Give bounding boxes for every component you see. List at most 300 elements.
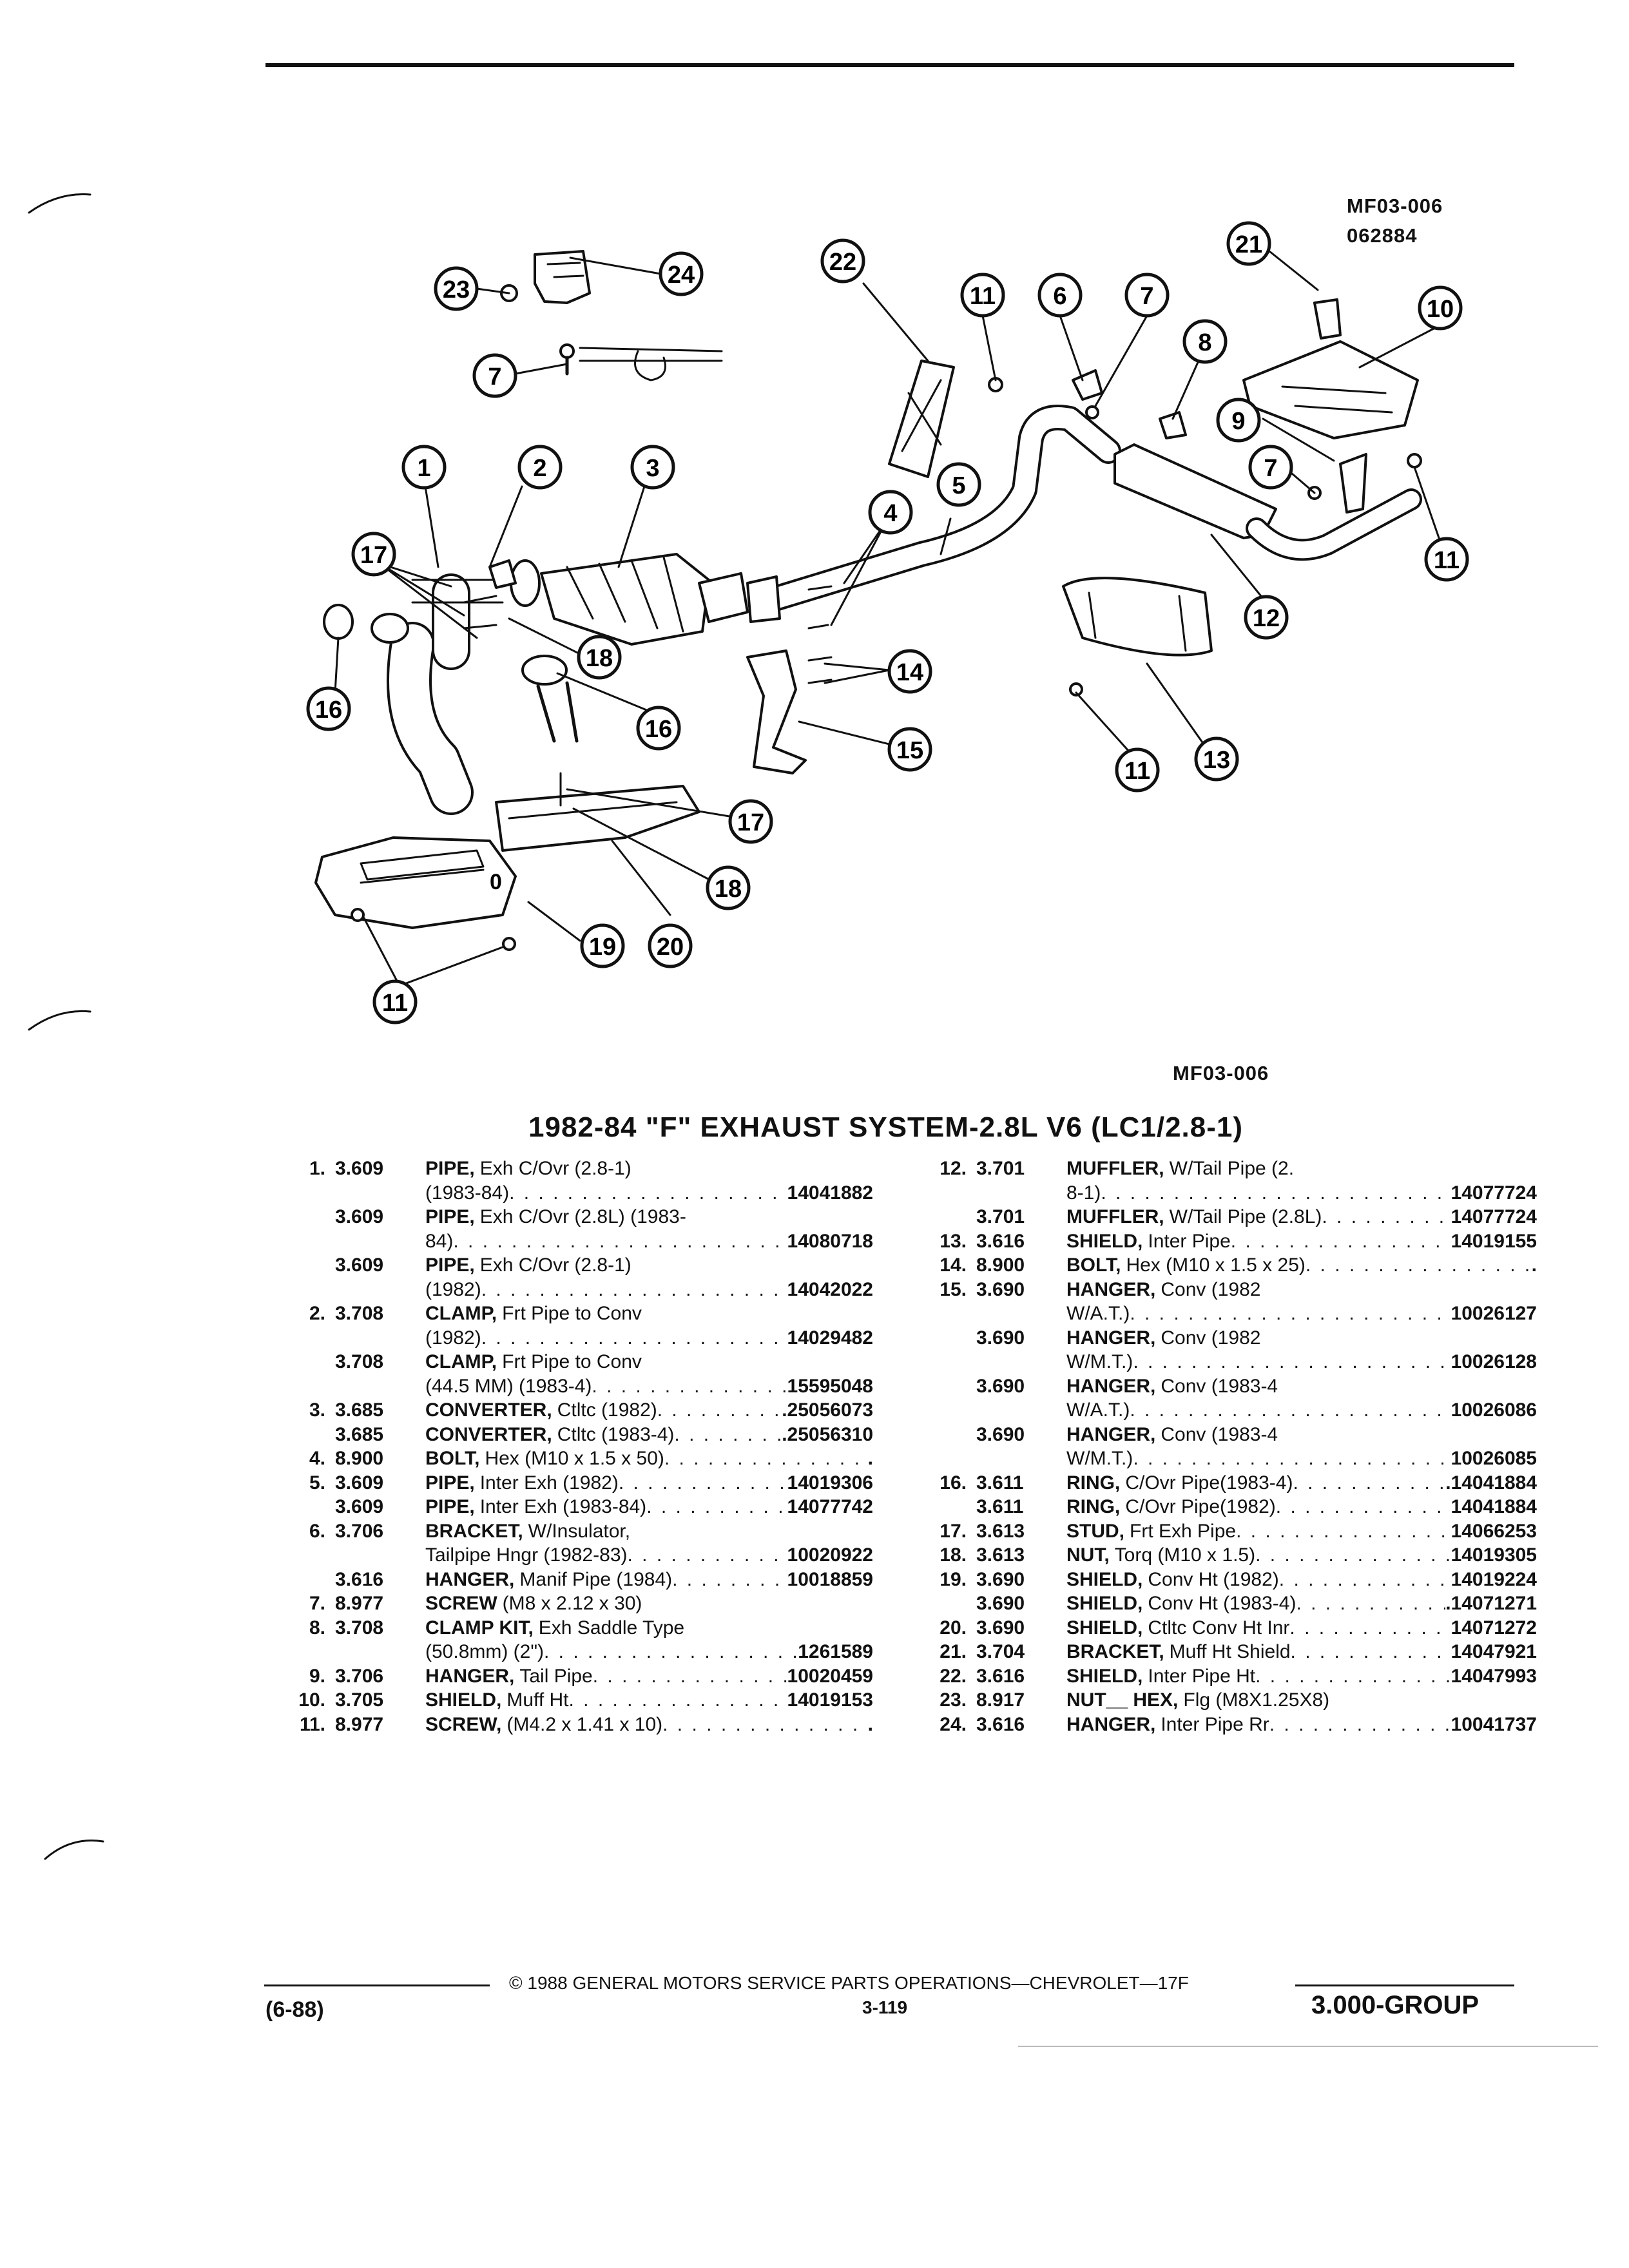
part-name: RING, — [1066, 1496, 1121, 1517]
svg-text:7: 7 — [488, 363, 502, 390]
svg-text:1: 1 — [417, 455, 431, 482]
leader-dots — [1293, 1471, 1445, 1495]
group-number: 3.611 — [976, 1496, 1024, 1517]
parts-list-row — [280, 1664, 873, 1689]
parts-list-row — [280, 1446, 873, 1471]
part-name: CLAMP, — [425, 1303, 497, 1324]
part-name: HANGER, — [1066, 1327, 1156, 1349]
callout-3 — [632, 447, 673, 488]
item-number: 4. — [309, 1448, 325, 1469]
parts-list-row — [921, 1398, 1537, 1423]
part-name: CLAMP KIT, — [425, 1617, 534, 1639]
part-number: 10020459 — [787, 1665, 873, 1687]
svg-text:11: 11 — [1433, 547, 1460, 574]
part-number: 14019155 — [1451, 1230, 1537, 1252]
group-number: 3.685 — [335, 1399, 384, 1421]
parts-list-row — [921, 1568, 1537, 1592]
part-detail: Conv (1983-4 — [1161, 1423, 1278, 1445]
part-name: CONVERTER, — [425, 1423, 552, 1445]
group-number: 3.609 — [335, 1158, 384, 1179]
part-description — [1066, 1326, 1537, 1350]
part-detail: W/M.T.) — [1066, 1448, 1133, 1469]
callout-19 — [582, 925, 623, 966]
pipe-clamp-detail — [561, 345, 722, 380]
parts-list-row — [280, 1616, 873, 1640]
diagram-code-bottom: MF03-006 — [1173, 1062, 1269, 1084]
callout-16 — [638, 707, 679, 749]
part-detail: W/A.T.) — [1066, 1303, 1130, 1324]
callout-7 — [474, 355, 516, 396]
leader-dots — [481, 1326, 787, 1350]
parts-list-row — [280, 1157, 873, 1181]
svg-text:16: 16 — [314, 697, 343, 724]
svg-text:11: 11 — [1124, 758, 1151, 785]
group-number: 3.690 — [976, 1375, 1025, 1397]
part-detail: (M4.2 x 1.41 x 10) — [506, 1713, 663, 1735]
part-description — [425, 1446, 873, 1471]
parts-list-row — [280, 1591, 873, 1616]
part-detail: W/Tail Pipe (2.8L) — [1169, 1206, 1322, 1227]
part-name: BRACKET, — [1066, 1641, 1164, 1662]
part-detail: Exh C/Ovr (2.8L) (1983- — [479, 1206, 686, 1227]
parts-list-row — [921, 1350, 1537, 1374]
parts-list-row — [280, 1278, 873, 1302]
item-number: 10. — [298, 1689, 325, 1711]
part-name: HANGER, — [425, 1568, 515, 1590]
part-number: 10026085 — [1451, 1448, 1537, 1469]
part-number: 14019306 — [787, 1472, 873, 1494]
callout-18 — [708, 867, 749, 908]
part-description — [425, 1688, 873, 1713]
callout-11 — [962, 274, 1003, 316]
part-number: 1261589 — [798, 1641, 873, 1662]
part-number: . — [867, 1713, 873, 1735]
leader-dots — [1322, 1205, 1451, 1229]
item-number: 14. — [940, 1254, 967, 1276]
item-number: 20. — [940, 1617, 967, 1639]
part-detail: Manif Pipe (1984) — [519, 1568, 673, 1590]
leader-dots — [646, 1495, 787, 1519]
leader-dots — [619, 1471, 787, 1495]
group-number: 8.900 — [976, 1254, 1025, 1276]
converter-heat-shields — [316, 786, 699, 928]
item-number: 1. — [309, 1158, 325, 1179]
parts-list-row — [921, 1157, 1537, 1181]
part-description — [1066, 1302, 1537, 1326]
part-number: 14047921 — [1451, 1641, 1537, 1662]
svg-text:24: 24 — [667, 262, 695, 289]
group-number: 3.690 — [976, 1423, 1025, 1445]
part-description — [1066, 1157, 1537, 1181]
part-detail: Muff Ht Shield — [1169, 1641, 1291, 1662]
item-number: 2. — [309, 1303, 325, 1324]
parts-list-row — [921, 1543, 1537, 1568]
part-description — [425, 1664, 873, 1689]
group-number: 3.708 — [335, 1303, 384, 1324]
leader-dots — [1276, 1495, 1451, 1519]
riser-pipe — [538, 683, 577, 741]
svg-text:11: 11 — [381, 990, 409, 1017]
parts-list-row — [280, 1302, 873, 1326]
part-detail: (44.5 MM) (1983-4) — [425, 1375, 592, 1397]
part-description — [425, 1495, 873, 1519]
part-number: 14077742 — [787, 1496, 873, 1517]
part-detail: W/Tail Pipe (2. — [1169, 1158, 1295, 1179]
group-number: 3.616 — [335, 1568, 384, 1590]
part-number: . — [867, 1448, 873, 1469]
exhaust-system-diagram — [0, 0, 1629, 1044]
part-number: 10020922 — [787, 1544, 873, 1566]
item-number: 11. — [299, 1713, 325, 1735]
svg-text:15: 15 — [896, 737, 924, 764]
part-detail: Hex (M10 x 1.5 x 25) — [1126, 1254, 1306, 1276]
leader-dots — [453, 1229, 787, 1254]
part-detail: Conv Ht (1982) — [1148, 1568, 1279, 1590]
group-number: 3.690 — [976, 1327, 1025, 1349]
group-label: 3.000-GROUP — [1311, 1991, 1480, 2019]
part-description — [425, 1229, 873, 1254]
part-detail: Ctltc (1982) — [557, 1399, 657, 1421]
callout-8 — [1184, 321, 1226, 362]
group-number: 3.704 — [976, 1641, 1025, 1662]
item-number: 7. — [309, 1593, 325, 1614]
part-number: 14077724 — [1451, 1182, 1537, 1204]
footer-rule-right — [1295, 1984, 1514, 1986]
part-number: 10026086 — [1451, 1399, 1537, 1421]
part-description — [1066, 1205, 1537, 1229]
part-number: 14071272 — [1451, 1617, 1537, 1639]
parts-list-row — [921, 1471, 1537, 1495]
part-description — [1066, 1543, 1537, 1568]
part-detail: (1982) — [425, 1278, 481, 1300]
part-detail: Conv Ht (1983-4) — [1148, 1593, 1296, 1614]
part-detail: Muff Ht — [506, 1689, 569, 1711]
item-number: 12. — [940, 1158, 967, 1179]
parts-list-row — [921, 1616, 1537, 1640]
leader-dots — [1255, 1664, 1451, 1689]
part-number: . — [1531, 1254, 1537, 1276]
callout-17 — [730, 801, 771, 842]
part-description — [1066, 1640, 1537, 1664]
page-number: 3-119 — [862, 1997, 908, 2017]
parts-list-row — [280, 1374, 873, 1399]
part-name: HANGER, — [1066, 1423, 1156, 1445]
leader-dots — [544, 1640, 798, 1664]
group-number: 3.690 — [976, 1617, 1025, 1639]
part-description — [1066, 1471, 1537, 1495]
part-number: .25056310 — [782, 1423, 873, 1445]
svg-text:10: 10 — [1426, 296, 1454, 323]
part-description — [425, 1713, 873, 1737]
part-description — [1066, 1713, 1537, 1737]
parts-list-row — [921, 1302, 1537, 1326]
muffler-heat-shield — [1244, 300, 1418, 438]
part-detail: Tail Pipe — [519, 1665, 593, 1687]
leader-dots — [1255, 1543, 1451, 1568]
part-number: 14029482 — [787, 1327, 873, 1349]
part-detail: Frt Pipe to Conv — [502, 1303, 642, 1324]
item-number: 23. — [940, 1689, 967, 1711]
svg-text:11: 11 — [969, 283, 996, 310]
part-description — [1066, 1616, 1537, 1640]
crossover-pipe — [324, 580, 503, 793]
parts-list-row — [921, 1423, 1537, 1447]
parts-list-row — [280, 1568, 873, 1592]
part-detail: Ctltc Conv Ht Inr — [1148, 1617, 1290, 1639]
callout-7 — [1126, 274, 1168, 316]
item-number: 6. — [309, 1520, 325, 1542]
item-number: 9. — [309, 1665, 325, 1687]
part-description — [425, 1471, 873, 1495]
inter-pipe-heat-shield — [889, 361, 954, 477]
part-description — [1066, 1495, 1537, 1519]
part-name: HANGER, — [1066, 1278, 1156, 1300]
part-name: PIPE, — [425, 1472, 475, 1494]
part-name: PIPE, — [425, 1254, 475, 1276]
part-number: 10026127 — [1451, 1303, 1537, 1324]
part-detail: (50.8mm) (2") — [425, 1641, 544, 1662]
group-number: 3.613 — [976, 1544, 1025, 1566]
callout-14 — [889, 651, 930, 692]
callout-21 — [1228, 223, 1269, 264]
part-description — [425, 1205, 873, 1229]
callout-22 — [822, 240, 863, 282]
svg-text:7: 7 — [1264, 455, 1278, 482]
part-detail: Conv (1982 — [1161, 1278, 1261, 1300]
part-detail: W/M.T.) — [1066, 1351, 1133, 1372]
part-detail: (1983-84) — [425, 1182, 510, 1204]
group-number: 3.690 — [976, 1568, 1025, 1590]
part-name: MUFFLER, — [1066, 1206, 1164, 1227]
part-description — [425, 1374, 873, 1399]
part-detail: W/Insulator, — [528, 1520, 631, 1542]
svg-text:6: 6 — [1053, 283, 1067, 310]
part-description — [1066, 1568, 1537, 1592]
parts-list-row — [280, 1350, 873, 1374]
group-number: 3.616 — [976, 1713, 1025, 1735]
parts-list-left — [280, 1157, 873, 1736]
part-number: .25056073 — [782, 1399, 873, 1421]
group-number: 3.685 — [335, 1423, 384, 1445]
leader-dots — [1130, 1398, 1451, 1423]
part-description — [1066, 1350, 1537, 1374]
callout-6 — [1039, 274, 1081, 316]
part-description — [425, 1543, 873, 1568]
part-description — [1066, 1446, 1537, 1471]
parts-list-row — [921, 1229, 1537, 1254]
parts-list-row — [921, 1688, 1537, 1713]
part-name: SHIELD, — [1066, 1568, 1143, 1590]
callout-13 — [1196, 738, 1237, 780]
revision-date: (6-88) — [265, 1997, 324, 2022]
part-description — [1066, 1591, 1537, 1616]
parts-list-row — [280, 1519, 873, 1544]
parts-list-row — [280, 1713, 873, 1737]
part-detail: 8-1) — [1066, 1182, 1101, 1204]
part-description — [425, 1616, 873, 1640]
leader-dots — [1133, 1446, 1451, 1471]
svg-text:5: 5 — [952, 472, 966, 499]
part-number: 14066253 — [1451, 1520, 1537, 1542]
group-number: 3.706 — [335, 1665, 384, 1687]
svg-text:9: 9 — [1231, 408, 1246, 435]
part-number: 14077724 — [1451, 1206, 1537, 1227]
converter-hanger — [747, 651, 805, 773]
diagram-code: MF03-006 — [1347, 195, 1443, 217]
part-name: HANGER, — [425, 1665, 515, 1687]
part-description — [1066, 1398, 1537, 1423]
parts-list-row — [921, 1495, 1537, 1519]
svg-text:23: 23 — [442, 276, 470, 303]
part-name: NUT, — [1066, 1544, 1110, 1566]
group-number: 3.609 — [335, 1496, 384, 1517]
callout-15 — [889, 729, 930, 770]
part-name: HANGER, — [1066, 1713, 1156, 1735]
group-number: 8.977 — [335, 1713, 384, 1735]
item-number: 15. — [940, 1278, 967, 1300]
leader-dots — [1291, 1640, 1451, 1664]
group-number: 3.609 — [335, 1254, 384, 1276]
item-number: 5. — [309, 1472, 325, 1494]
bottom-faint-rule — [1018, 2046, 1598, 2047]
part-number: .14071271 — [1445, 1593, 1537, 1614]
group-number: 3.609 — [335, 1206, 384, 1227]
part-description — [1066, 1688, 1537, 1713]
svg-text:7: 7 — [1140, 283, 1154, 310]
leader-dots — [664, 1446, 868, 1471]
part-name: STUD, — [1066, 1520, 1124, 1542]
part-number: 10041737 — [1451, 1713, 1537, 1735]
part-number: 14080718 — [787, 1230, 873, 1252]
part-name: BRACKET, — [425, 1520, 523, 1542]
leader-dots — [509, 1181, 787, 1206]
callout-1 — [403, 447, 445, 488]
parts-list-row — [280, 1688, 873, 1713]
part-detail: (1982) — [425, 1327, 481, 1349]
footer-rule-left — [264, 1984, 490, 1986]
part-name: BOLT, — [425, 1448, 480, 1469]
part-name: MUFFLER, — [1066, 1158, 1164, 1179]
group-number: 8.977 — [335, 1593, 384, 1614]
leader-dots — [662, 1713, 868, 1737]
leader-dots — [593, 1664, 787, 1689]
leader-dots — [592, 1374, 787, 1399]
part-description — [425, 1350, 873, 1374]
parts-list-row — [280, 1398, 873, 1423]
parts-list-row — [921, 1446, 1537, 1471]
leader-dots — [1289, 1616, 1451, 1640]
callout-24 — [660, 253, 702, 294]
part-number: 10018859 — [787, 1568, 873, 1590]
svg-text:17: 17 — [360, 542, 388, 569]
item-number: 22. — [940, 1665, 967, 1687]
part-description — [425, 1568, 873, 1592]
svg-text:20: 20 — [656, 934, 684, 961]
parts-list-row — [921, 1326, 1537, 1350]
svg-text:2: 2 — [533, 455, 547, 482]
item-number: 21. — [940, 1641, 967, 1662]
leader-dots — [481, 1278, 787, 1302]
part-detail: (M8 x 2.12 x 30) — [502, 1593, 642, 1614]
leader-dots — [1130, 1302, 1451, 1326]
callout-17 — [353, 533, 394, 575]
leader-dots — [674, 1423, 782, 1447]
part-description — [1066, 1278, 1537, 1302]
crossover-ring — [523, 656, 566, 684]
part-name: NUT__ HEX, — [1066, 1689, 1179, 1711]
part-detail: Inter Exh (1982) — [479, 1472, 619, 1494]
group-number: 3.613 — [976, 1520, 1025, 1542]
callout-2 — [519, 447, 561, 488]
group-number: 3.690 — [976, 1593, 1025, 1614]
leader-dots — [657, 1398, 782, 1423]
parts-list-row — [280, 1471, 873, 1495]
part-detail: Inter Pipe Rr — [1161, 1713, 1269, 1735]
part-name: SCREW — [425, 1593, 497, 1614]
part-detail: Flg (M8X1.25X8) — [1183, 1689, 1330, 1711]
svg-text:12: 12 — [1252, 605, 1280, 632]
part-name: CLAMP, — [425, 1351, 497, 1372]
parts-list-row — [280, 1205, 873, 1229]
svg-text:16: 16 — [644, 716, 673, 743]
part-detail: Frt Pipe to Conv — [502, 1351, 642, 1372]
part-detail: Tailpipe Hngr (1982-83) — [425, 1544, 628, 1566]
part-name: SCREW, — [425, 1713, 502, 1735]
parts-list-row — [280, 1543, 873, 1568]
parts-list-row — [921, 1591, 1537, 1616]
parts-list-row — [921, 1519, 1537, 1544]
svg-text:18: 18 — [585, 645, 613, 672]
part-number: 15595048 — [787, 1375, 873, 1397]
part-detail: Exh C/Ovr (2.8-1) — [479, 1254, 631, 1276]
item-number: 8. — [309, 1617, 325, 1639]
leader-dots — [569, 1688, 787, 1713]
leader-dots — [1306, 1253, 1532, 1278]
part-number: 14019305 — [1451, 1544, 1537, 1566]
item-number: 18. — [940, 1544, 967, 1566]
part-detail: C/Ovr Pipe(1983-4) — [1125, 1472, 1293, 1494]
leader-dots — [1231, 1229, 1451, 1254]
part-description — [425, 1398, 873, 1423]
part-name: CONVERTER, — [425, 1399, 552, 1421]
parts-list-row — [280, 1495, 873, 1519]
part-description — [425, 1253, 873, 1278]
svg-text:14: 14 — [896, 659, 924, 686]
callout-20 — [650, 925, 691, 966]
group-number: 3.616 — [976, 1230, 1025, 1252]
part-name: SHIELD, — [1066, 1593, 1143, 1614]
part-description — [425, 1591, 873, 1616]
part-description — [425, 1326, 873, 1350]
part-name: BOLT, — [1066, 1254, 1121, 1276]
group-number: 3.690 — [976, 1278, 1025, 1300]
part-detail: Inter Exh (1983-84) — [479, 1496, 647, 1517]
svg-text:19: 19 — [588, 934, 617, 961]
group-number: 3.609 — [335, 1472, 384, 1494]
part-detail: Inter Pipe — [1148, 1230, 1231, 1252]
part-detail: Torq (M10 x 1.5) — [1114, 1544, 1256, 1566]
callout-11 — [374, 981, 416, 1023]
part-description — [1066, 1664, 1537, 1689]
parts-list-row — [921, 1713, 1537, 1737]
leader-dots — [1269, 1713, 1451, 1737]
callout-11 — [1117, 749, 1158, 791]
part-name: SHIELD, — [1066, 1230, 1143, 1252]
leader-dots — [1279, 1568, 1451, 1592]
group-number: 3.611 — [976, 1472, 1024, 1494]
part-name: RING, — [1066, 1472, 1121, 1494]
callout-18 — [579, 637, 620, 678]
